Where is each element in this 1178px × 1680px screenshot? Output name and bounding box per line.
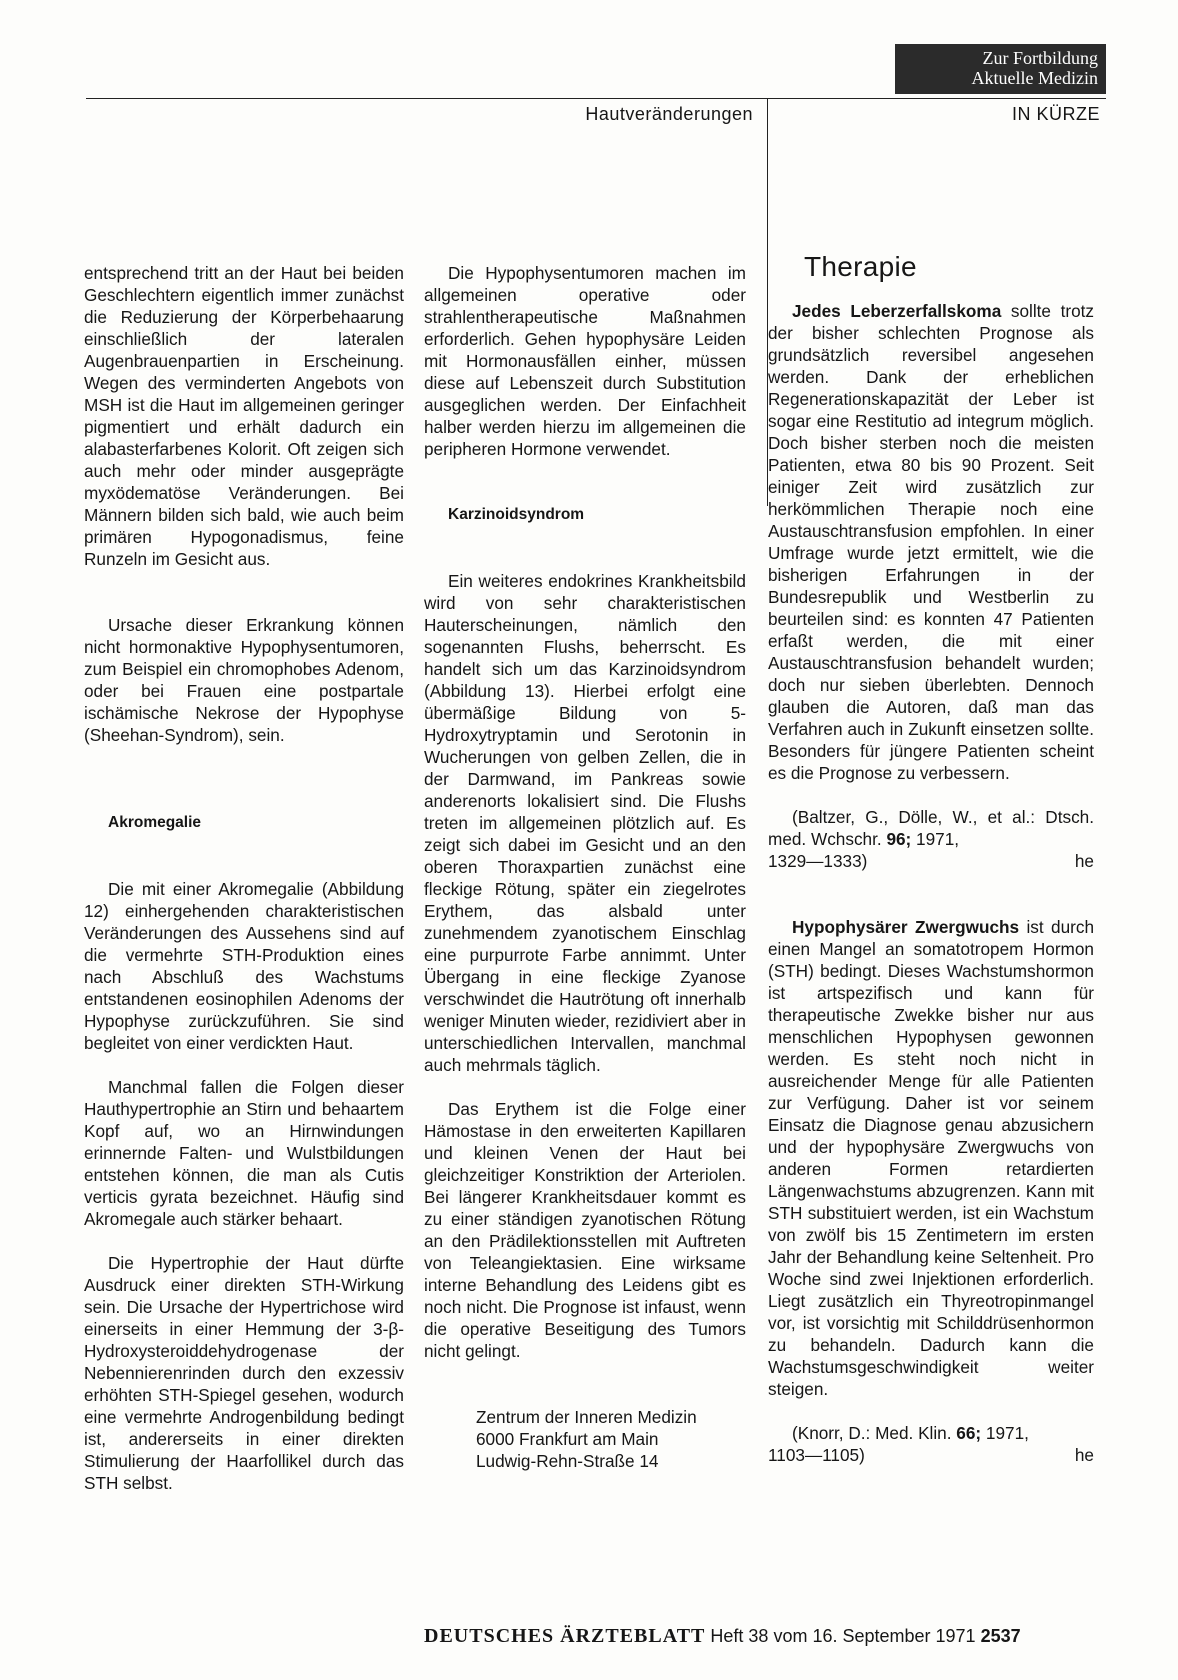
address-line: 6000 Frankfurt am Main bbox=[476, 1429, 659, 1449]
issue-info: Heft 38 vom 16. September 1971 bbox=[710, 1626, 976, 1646]
journal-name: DEUTSCHES ÄRZTEBLATT bbox=[424, 1625, 706, 1647]
page-number: 2537 bbox=[980, 1626, 1021, 1646]
paragraph: Ursache dieser Erkrankung können nicht hormonaktive Hypophysentumoren, zum Beispiel ein chromophobes Adenom, oder bei Frauen eine postpartale ischämische Nekrose der Hypophyse (Sheehan-Syndrom), sein. bbox=[84, 615, 404, 745]
paragraph: entsprechend tritt an der Haut bei beiden Geschlechtern eigentlich immer zunächst die Reduzierung der Körperbehaarung einschließlich der lateralen Augenbrauenpartien in Erscheinung. Wegen des verminderten Angebots von MSH ist die Haut im allgemeinen geringer pigmentiert und erhält dadurch ein alabasterfarbenes Kolorit. Oft zeigen sich auch mehr oder minder ausgeprägte myxödematöse Veränderungen. Bei Männern bilden sich bald, wie auch beim primären Hypogonadismus, feine Runzeln im Gesicht aus. bbox=[84, 263, 404, 569]
paragraph: Manchmal fallen die Folgen dieser Hauthypertrophie an Stirn und behaartem Kopf auf, wo an Hirnwindungen erinnernde Falten- und Wulstbildungen entstehen können, die man als Cutis verticis gyrata bezeichnet. Häufig sind Akromegale auch stärker behaart. bbox=[84, 1077, 404, 1229]
badge-line-2: Aktuelle Medizin bbox=[971, 68, 1098, 88]
reference-pages: 1329—1333) he bbox=[768, 851, 1094, 871]
page-footer bbox=[424, 1625, 1021, 1648]
reference-pages: 1103—1105) he bbox=[768, 1445, 1094, 1465]
column-2 bbox=[424, 262, 746, 1472]
running-header: Hautveränderungen bbox=[585, 104, 753, 124]
section-title: Therapie bbox=[804, 251, 917, 282]
badge-line-1: Zur Fortbildung bbox=[982, 48, 1098, 68]
paragraph: Die Hypertrophie der Haut dürfte Ausdruck einer direkten STH-Wirkung sein. Die Ursache der Hypertrichose wird einerseits in einer Hemmung der 3-β-Hydroxysteroiddehydrogenase der Nebennierenrinden durch den exzessiv erhöhten STH-Spiegel gesehen, wodurch eine vermehrte Androgenbildung bedingt ist, andererseits in einer direkten Stimulierung der Haarfollikel durch das STH selbst. bbox=[84, 1253, 404, 1493]
paragraph: Die Hypophysentumoren machen im allgemeinen operative oder strahlentherapeutische Maßnahmen erforderlich. Gehen hypophysäre Leiden mit Hormonausfällen einher, müssen diese auf Lebenszeit durch Substitution ausgeglichen werden. Der Einfachheit halber werden hierzu im allgemeinen die peripheren Hormone verwendet. bbox=[424, 263, 746, 459]
paragraph: Ein weiteres endokrines Krankheitsbild wird von sehr charakteristischen Hauterscheinungen, nämlich den sogenannten Flushs, beherrscht. Es handelt sich um das Karzinoidsyndrom (Abbildung 13). Hierbei erfolgt eine übermäßige Bildung von 5-Hydroxytryptamin und Serotonin in Wucherungen von gelben Zellen, die in der Darmwand, im Pankreas sowie anderenorts lokalisiert sind. Die Flushs treten im allgemeinen plötzlich auf. Es zeigt sich dabei im Gesicht und an den oberen Thoraxpartien zunächst eine fleckige Rötung, später ein ziegelrotes Erythem, das alsbald unter zunehmendem zyanotischem Einschlag eine purpurrote Farbe annimmt. Unter Übergang in eine fleckige Zyanose verschwindet die Hautrötung oft innerhalb weniger Minuten wieder, rezidiviert aber in unterschiedlichen Intervallen, manchmal auch mehrmals täglich. bbox=[424, 571, 746, 1075]
news-item: Hypophysärer Zwergwuchs ist durch einen Mangel an somatotropem Hormon (STH) bedingt. Dieses Wachstumshormon ist artspezifisch und kann für therapeutische Zwekke bisher nur aus menschlichen Hypophysen gewonnen werden. Es steht noch nicht in ausreichender Menge für alle Patienten zur Verfügung. Daher ist vor seinem Einsatz die Diagnose genau abzusichern und der hypophysäre Zwergwuchs von anderen Formen retardierten Längenwachstums abzugrenzen. Kann mit STH substituiert werden, ist ein Wachstum von zwölf bis 15 Zentimetern im ersten Jahr der Behandlung keine Seltenheit. Pro Woche sind zwei Injektionen erforderlich. Liegt zusätzlich ein Thyreotropinmangel vor, ist vorsichtig mit Schilddrüsenhormon zu behandeln. Dadurch kann die Wachstumsgeschwindigkeit weiter steigen. bbox=[768, 917, 1095, 1399]
column-1 bbox=[84, 262, 404, 1494]
address-line: Ludwig-Rehn-Straße 14 bbox=[476, 1451, 659, 1471]
reference: (Knorr, D.: Med. Klin. 66; 1971, bbox=[792, 1423, 1029, 1443]
paragraph: Das Erythem ist die Folge einer Hämostase in den erweiterten Kapillaren und kleinen Venen der Haut bei gleichzeitiger Konstriktion der Arteriolen. Bei längerer Krankheitsdauer kommt es zu einer ständigen zyanotischen Rötung an den Prädilektionsstellen mit Auftreten von Teleangiektasien. Eine wirksame interne Behandlung des Leidens gibt es noch nicht. Die Prognose ist infaust, wenn die operative Beseitigung des Tumors nicht gelingt. bbox=[424, 1099, 746, 1361]
paragraph: Die mit einer Akromegalie (Abbildung 12) einhergehenden charakteristischen Veränderungen des Aussehens sind auf die vermehrte STH-Produktion eines nach Abschluß des Wachstums entstandenen eosinophilen Adenoms der Hypophyse zurückzuführen. Sie sind begleitet von einer verdickten Haut. bbox=[84, 879, 404, 1053]
author-signature: he bbox=[1074, 1445, 1094, 1465]
section-badge bbox=[895, 44, 1106, 94]
news-item: Jedes Leberzerfallskoma sollte trotz der bisher schlechten Prognose als grundsätzlich reversibel angesehen werden. Dank der erheblichen Regenerationskapazität der Leber ist sogar eine Restitutio ad integrum möglich. Doch bisher sterben noch die meisten Patienten, etwa 80 bis 90 Prozent. Seit einiger Zeit wird zusätzlich zur herkömmlichen Therapie noch eine Austauschtransfusion empfohlen. In einer Umfrage wurde jetzt ermittelt, wie die bisherigen Erfahrungen in der Bundesrepublik und Westberlin zu beurteilen sind: es konnten 47 Patienten erfaßt werden, die mit einer Austauschtransfusion behandelt wurden; doch nur sieben überlebten. Dennoch glauben die Autoren, daß man das Verfahren auch in Zukunft einsetzen sollte. Besonders für jüngere Patienten scheint es die Prognose zu verbessern. bbox=[768, 301, 1094, 783]
section-heading: Akromegalie bbox=[108, 814, 202, 831]
address-line: Zentrum der Inneren Medizin bbox=[476, 1407, 697, 1427]
author-address bbox=[424, 1406, 746, 1472]
header-rule bbox=[86, 98, 1106, 99]
author-signature: he bbox=[1074, 851, 1094, 871]
reference: (Baltzer, G., Dölle, W., et al.: Dtsch. med. Wchschr. 96; 1971, bbox=[768, 807, 1094, 849]
section-heading: Karzinoidsyndrom bbox=[448, 506, 585, 523]
item-lead: Jedes Leberzerfallskoma bbox=[792, 301, 1002, 321]
item-lead: Hypophysärer Zwergwuchs bbox=[792, 917, 1020, 937]
column-3 bbox=[768, 251, 1095, 1466]
section-header: IN KÜRZE bbox=[1011, 104, 1100, 124]
